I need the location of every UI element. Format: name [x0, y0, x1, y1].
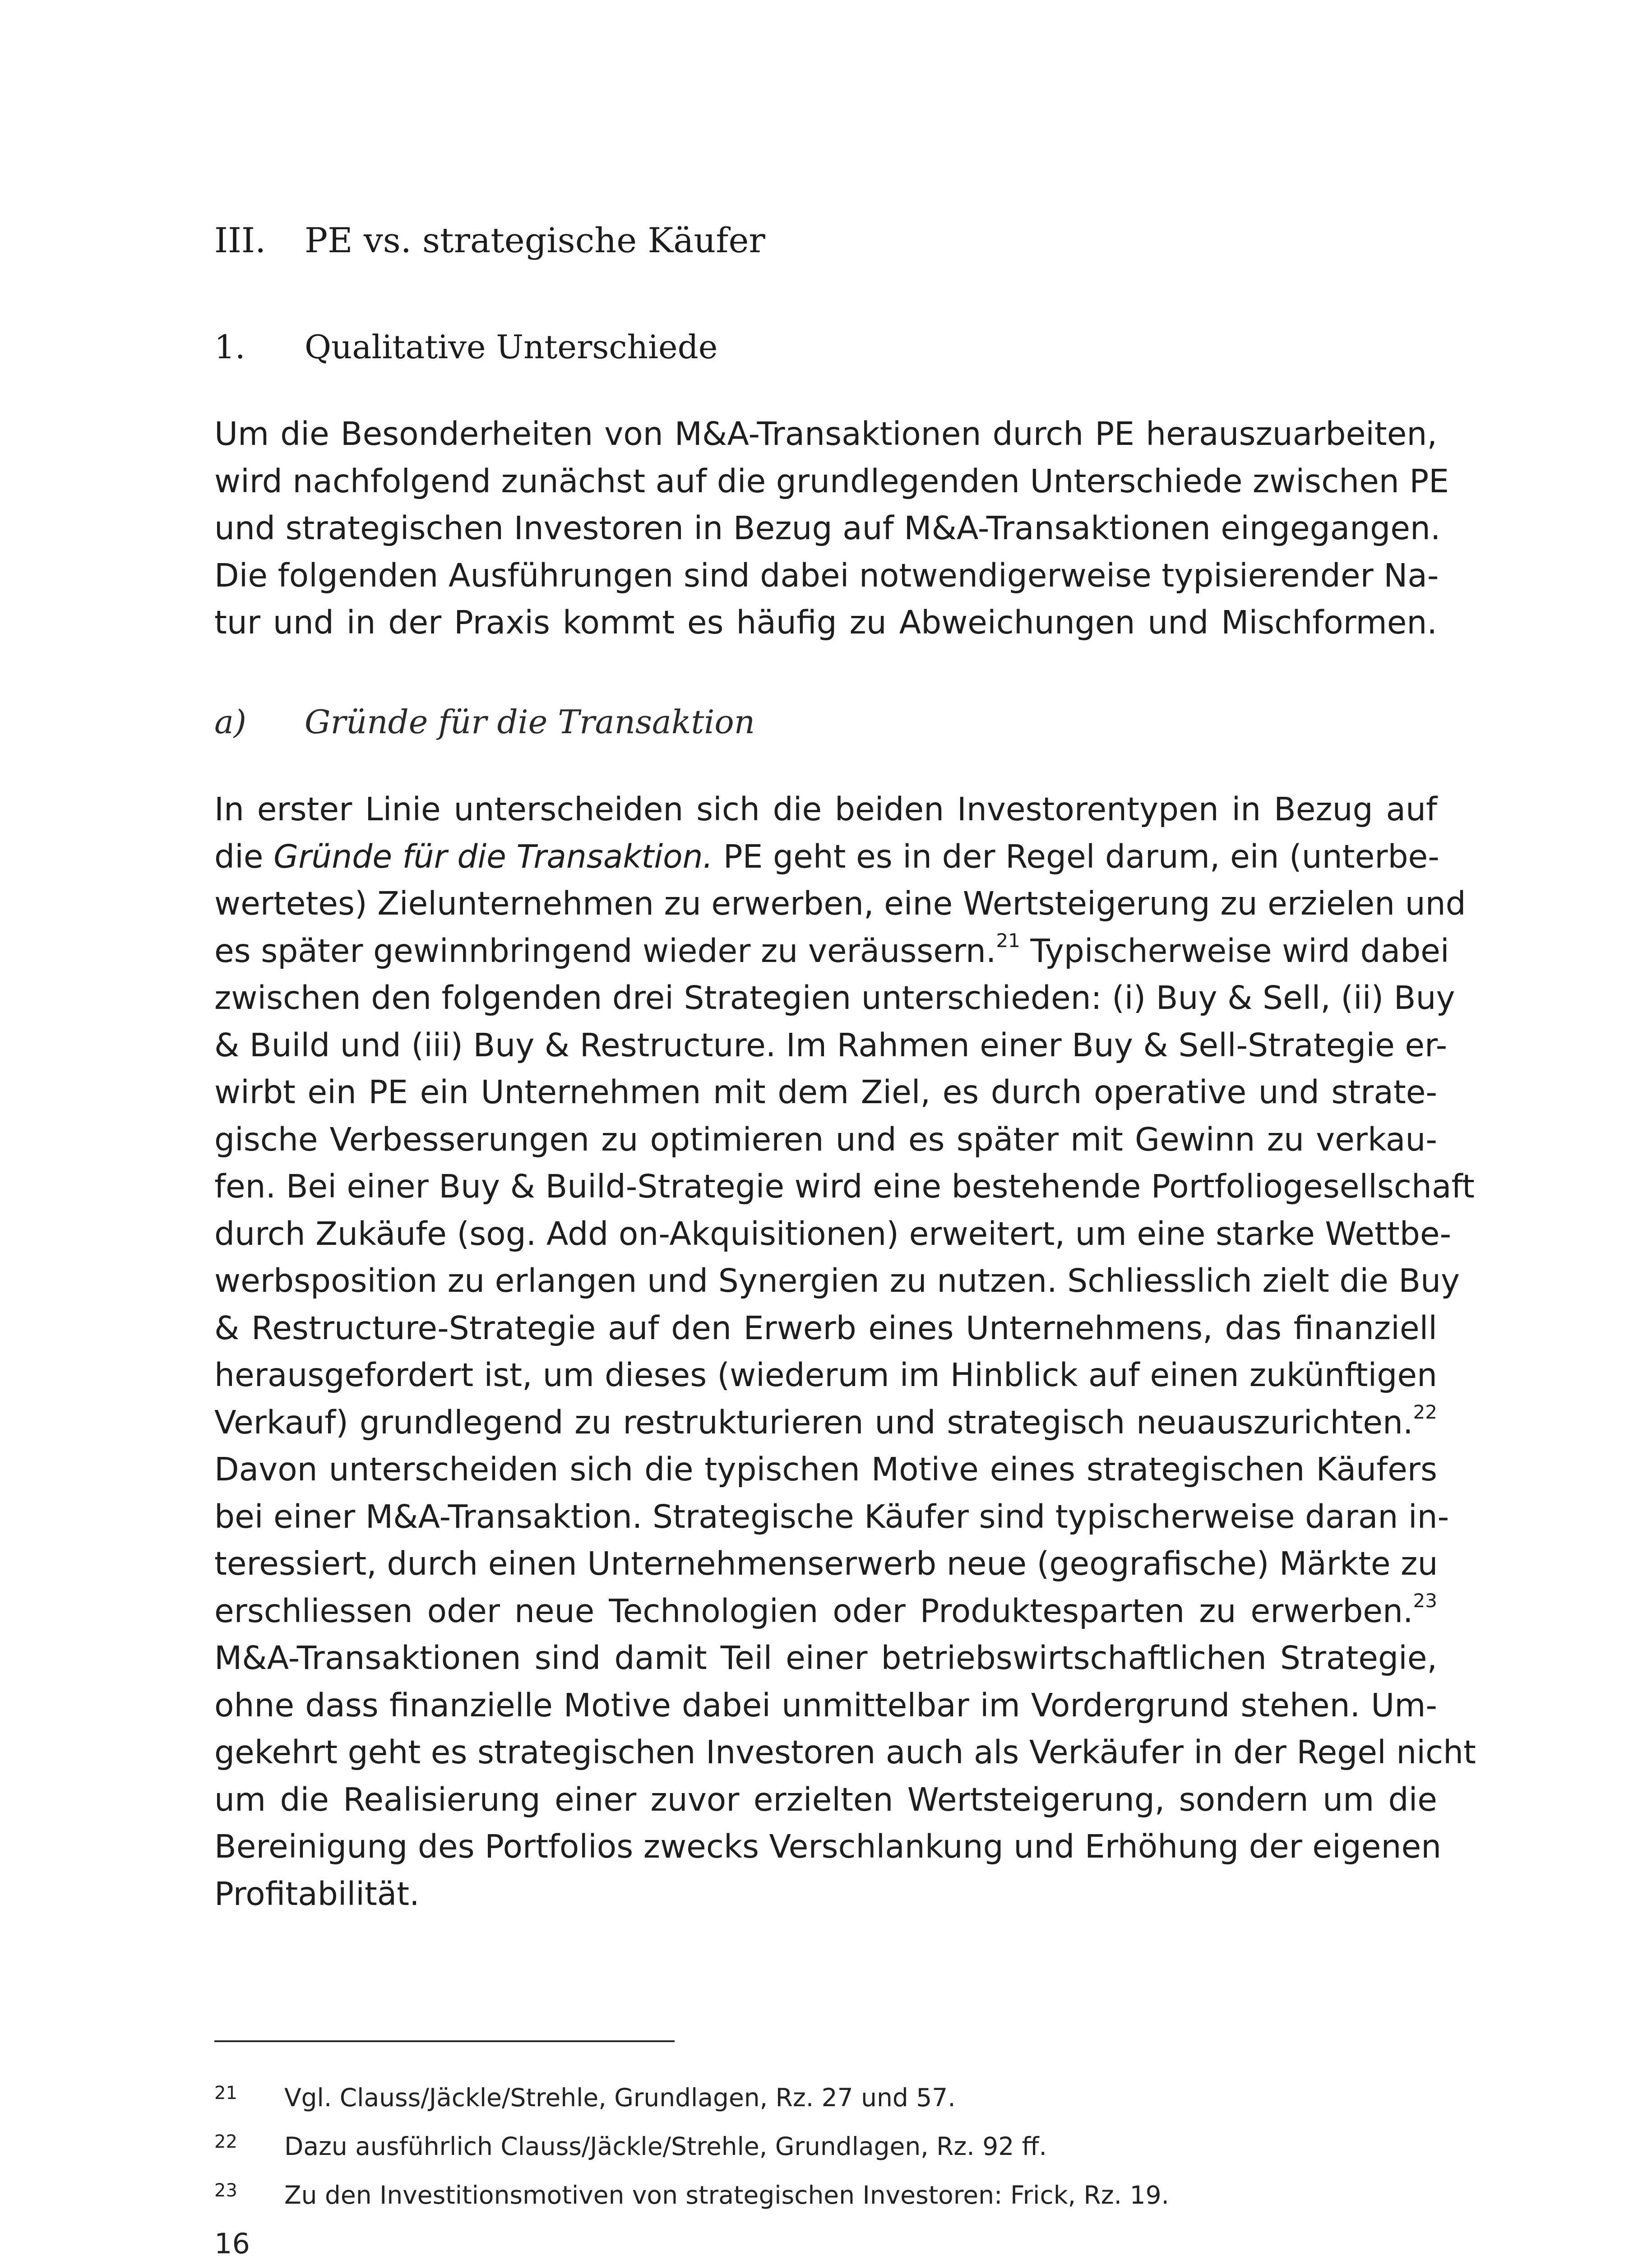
sub-subsection-heading-title: Gründe für die Transaktion — [305, 703, 755, 741]
line-text: Verkauf) grundlegend zu restrukturieren und strategisch neuauszurichten. — [214, 1403, 1413, 1441]
paragraph-line — [214, 833, 1437, 881]
footnote-number: 21 — [214, 2083, 237, 2103]
footnote-divider — [214, 2040, 675, 2042]
paragraph-line: und strategischen Investoren in Bezug auf M&A-Transaktionen eingegangen. — [214, 509, 1441, 547]
section-heading — [214, 216, 765, 265]
emphasized-term: Gründe für die Transaktion. — [273, 837, 713, 875]
footnote-text: Dazu ausführlich Clauss/Jäckle/Strehle, Grundlagen, Rz. 92 ff. — [284, 2132, 1047, 2161]
paragraph-line: bei einer M&A-Transaktion. Strategische Käufer sind typischerweise daran in- — [214, 1498, 1449, 1535]
paragraph-line: & Build und (iii) Buy & Restructure. Im Rahmen einer Buy & Sell-Strategie er- — [214, 1026, 1448, 1064]
line-text: es später gewinnbringend wieder zu veräussern. — [214, 932, 996, 970]
paragraph-line: tur und in der Praxis kommt es häufig zu Abweichungen und Mischformen. — [214, 604, 1437, 641]
paragraph-line: gische Verbesserungen zu optimieren und es später mit Gewinn zu verkau- — [214, 1120, 1437, 1158]
section-heading-number: III. — [214, 220, 266, 260]
footnote — [214, 2120, 1437, 2168]
sub-subsection-heading — [214, 697, 755, 747]
paragraph-line: zwischen den folgenden drei Strategien unterschieden: (i) Buy & Sell, (ii) Buy — [214, 979, 1455, 1017]
paragraph-line: In erster Linie unterscheiden sich die beiden Investorentypen in Bezug auf — [214, 791, 1437, 828]
paragraph-line: um die Realisierung einer zuvor erzielten Wertsteigerung, sondern um die — [214, 1780, 1437, 1818]
paragraph-line: wirbt ein PE ein Unternehmen mit dem Ziel, es durch operative und strate- — [214, 1073, 1437, 1111]
paragraph-line: durch Zukäufe (sog. Add on-Akquisitionen) erweitert, um eine starke Wettbe- — [214, 1215, 1452, 1253]
paragraph-line: Profitabilität. — [214, 1875, 420, 1913]
section-heading-title: PE vs. strategische Käufer — [305, 220, 765, 260]
paragraph-line: teressiert, durch einen Unternehmenserwerb neue (geografische) Märkte zu — [214, 1545, 1438, 1582]
paragraph-line: gekehrt geht es strategischen Investoren auch als Verkäufer in der Regel nicht — [214, 1734, 1476, 1771]
footnote — [214, 2168, 1437, 2217]
sub-subsection-heading-number: a) — [214, 703, 247, 741]
paragraph-line: wertetes) Zielunternehmen zu erwerben, eine Wertsteigerung zu erzielen und — [214, 885, 1466, 922]
paragraph-line — [214, 1399, 1437, 1447]
subsection-heading-title: Qualitative Unterschiede — [305, 328, 718, 366]
paragraph-line — [214, 1588, 1437, 1635]
footnote-reference[interactable]: 21 — [996, 929, 1020, 952]
paragraph-line: Bereinigung des Portfolios zwecks Verschlankung und Erhöhung der eigenen — [214, 1828, 1442, 1865]
paragraph-line: ohne dass finanzielle Motive dabei unmittelbar im Vordergrund stehen. Um- — [214, 1686, 1437, 1724]
main-paragraph — [214, 786, 1476, 1918]
page-number: 16 — [214, 2227, 250, 2256]
paragraph-line: M&A-Transaktionen sind damit Teil einer betriebswirtschaftlichen Strategie, — [214, 1639, 1437, 1677]
intro-paragraph — [214, 411, 1449, 647]
paragraph-line: wird nachfolgend zunächst auf die grundlegenden Unterschiede zwischen PE — [214, 462, 1449, 500]
paragraph-line — [214, 928, 1449, 975]
footnotes — [214, 2071, 1437, 2217]
paragraph-line: Davon unterscheiden sich die typischen Motive eines strategischen Käufers — [214, 1451, 1437, 1488]
subsection-heading — [214, 322, 717, 372]
paragraph-line: Die folgenden Ausführungen sind dabei notwendigerweise typisierender Na- — [214, 556, 1439, 594]
paragraph-line: herausgefordert ist, um dieses (wiederum im Hinblick auf einen zukünftigen — [214, 1356, 1437, 1394]
footnote-text: Zu den Investitionsmotiven von strategischen Investoren: Frick, Rz. 19. — [284, 2181, 1170, 2210]
line-text: die — [214, 837, 274, 875]
footnote-reference[interactable]: 22 — [1413, 1401, 1437, 1423]
line-text: Typischerweise wird dabei — [1020, 932, 1449, 970]
paragraph-line: & Restructure-Strategie auf den Erwerb eines Unternehmens, das finanziell — [214, 1309, 1437, 1347]
footnote-reference[interactable]: 23 — [1413, 1589, 1437, 1612]
paragraph-line: Um die Besonderheiten von M&A-Transaktionen durch PE herauszuarbeiten, — [214, 415, 1437, 453]
paragraph-line: fen. Bei einer Buy & Build-Strategie wird eine bestehende Portfoliogesellschaft — [214, 1168, 1475, 1205]
footnote-number: 23 — [214, 2180, 237, 2201]
paragraph-line: werbsposition zu erlangen und Synergien zu nutzen. Schliesslich zielt die Buy — [214, 1262, 1460, 1299]
footnote — [214, 2071, 1437, 2120]
footnote-text: Vgl. Clauss/Jäckle/Strehle, Grundlagen, Rz. 27 und 57. — [284, 2083, 956, 2112]
line-text: PE geht es in der Regel darum, ein (unterbe- — [713, 837, 1439, 875]
line-text: erschliessen oder neue Technologien oder Produktesparten zu erwerben. — [214, 1592, 1413, 1630]
footnote-number: 22 — [214, 2131, 237, 2152]
subsection-heading-number: 1. — [214, 328, 245, 366]
